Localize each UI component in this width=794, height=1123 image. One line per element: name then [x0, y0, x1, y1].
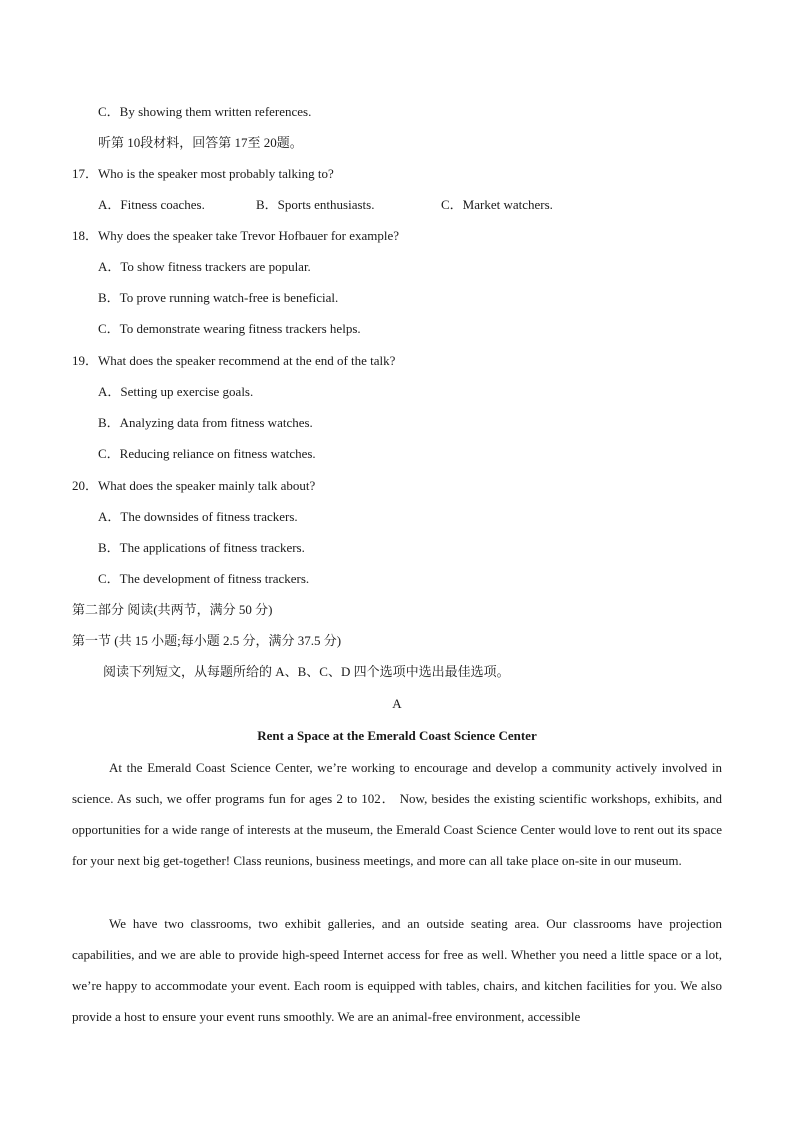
- q18-option-c: C．To demonstrate wearing fitness trackers helps.: [98, 321, 361, 336]
- q18-option-b: B．To prove running watch-free is beneficial.: [98, 290, 339, 305]
- q20-stem: 20．What does the speaker mainly talk about?: [72, 478, 316, 493]
- passage-paragraph-2: We have two classrooms, two exhibit galleries, and an outside seating area. Our classrooms have projection capabilities, and we are able to provide high-speed Internet access for free as well. Whether you need a little space or a lot, we’re happy to accommodate your event. Each room is equipped with tables, chairs, and kitchen facilities for you. We also provide a host to ensure your event runs smoothly. We are an animal-free environment, accessible: [72, 916, 722, 1024]
- part2-heading: 第二部分 阅读(共两节，满分 50 分): [72, 602, 273, 617]
- q17-option-a: A．Fitness coaches.: [98, 197, 205, 212]
- part2-instruction: 阅读下列短文，从每题所给的 A、B、C、D 四个选项中选出最佳选项。: [103, 664, 510, 679]
- q19-option-c: C．Reducing reliance on fitness watches.: [98, 446, 316, 461]
- q19-stem: 19．What does the speaker recommend at the end of the talk?: [72, 353, 396, 368]
- q19-option-b: B．Analyzing data from fitness watches.: [98, 415, 313, 430]
- section10-instruction: 听第 10段材料，回答第 17至 20题。: [98, 135, 303, 150]
- q17-option-b: B．Sports enthusiasts.: [256, 197, 375, 212]
- q16-option-c: C．By showing them written references.: [98, 104, 312, 119]
- q17-stem: 17．Who is the speaker most probably talking to?: [72, 166, 334, 181]
- q19-option-a: A．Setting up exercise goals.: [98, 384, 254, 399]
- q20-option-a: A．The downsides of fitness trackers.: [98, 509, 298, 524]
- q18-stem: 18．Why does the speaker take Trevor Hofbauer for example?: [72, 228, 400, 243]
- q18-option-a: A．To show fitness trackers are popular.: [98, 259, 311, 274]
- q20-option-b: B．The applications of fitness trackers.: [98, 540, 305, 555]
- q17-option-c: C．Market watchers.: [441, 197, 553, 212]
- passage-title: Rent a Space at the Emerald Coast Science Center: [257, 728, 537, 743]
- q20-option-c: C．The development of fitness trackers.: [98, 571, 310, 586]
- passage-label: A: [392, 696, 402, 711]
- passage-paragraph-1: At the Emerald Coast Science Center, we’re working to encourage and develop a community actively involved in science. As such, we offer programs fun for ages 2 to 102． Now, besides the existing scientific workshops, exhibits, and opportunities for a wide range of interests at the museum, the Emerald Coast Science Center would love to rent out its space for your next big get-together! Class reunions, business meetings, and more can all take place on-site in our museum.: [72, 760, 722, 868]
- part2-section1-heading: 第一节 (共 15 小题;每小题 2.5 分，满分 37.5 分): [72, 633, 342, 648]
